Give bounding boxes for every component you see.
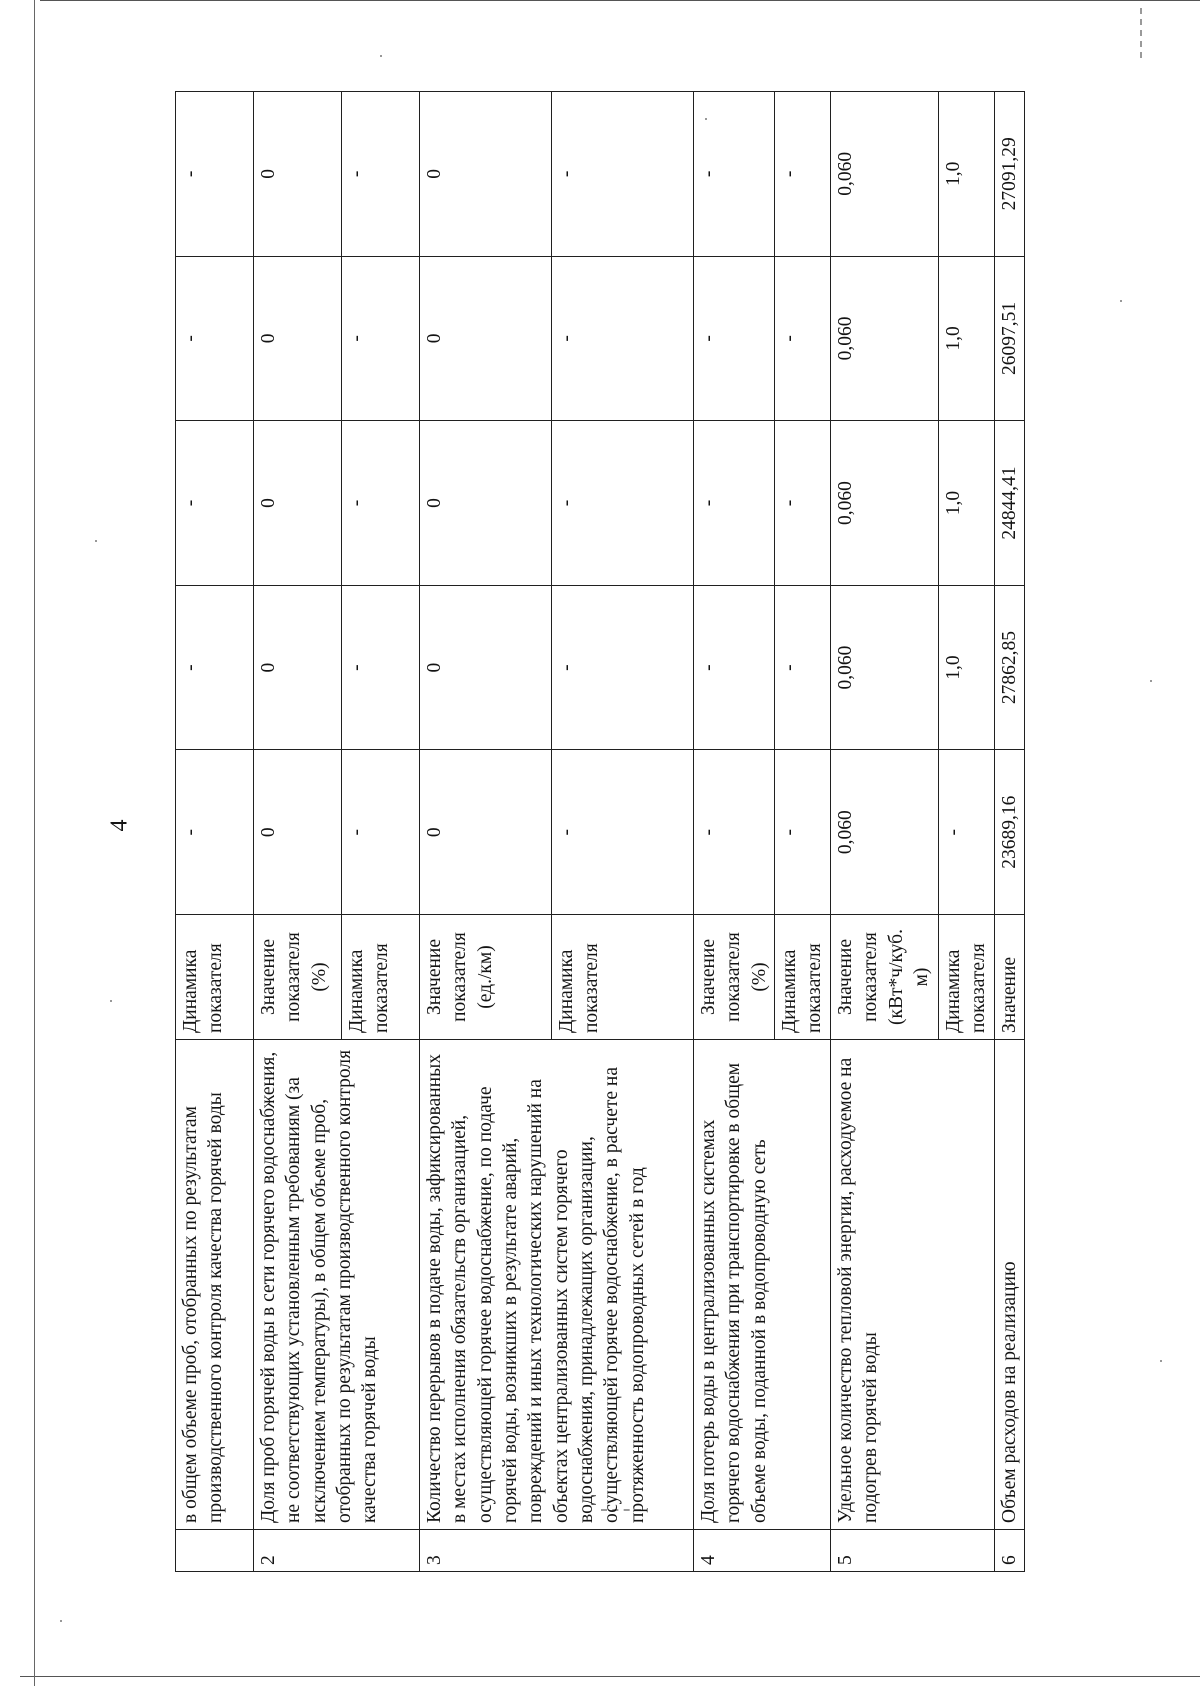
- indicator-type-cell: Динамика показателя: [342, 915, 420, 1040]
- indicator-name-cell: в общем объеме проб, отобранных по результатам производственного контроля качества горячей воды: [176, 1040, 254, 1530]
- value-cell: 0,060: [831, 92, 939, 257]
- value-cell: -: [342, 421, 420, 586]
- value-cell: 0: [420, 750, 552, 915]
- scan-speck: [1150, 680, 1152, 682]
- scan-speck: [110, 1000, 112, 1002]
- value-cell: 27091,29: [994, 92, 1024, 257]
- scan-speck: [380, 55, 382, 57]
- indicator-type-cell: Динамика показателя: [176, 915, 254, 1040]
- row-number-cell: 6: [994, 1530, 1024, 1572]
- value-cell: 1,0: [939, 421, 995, 586]
- value-cell: -: [694, 421, 775, 586]
- value-cell: 0: [254, 256, 342, 421]
- value-cell: 0,060: [831, 256, 939, 421]
- row-number-cell: 5: [831, 1530, 995, 1572]
- table-row: [254, 92, 342, 1572]
- table-row: [994, 92, 1024, 1572]
- indicator-type-cell: Динамика показателя: [775, 915, 831, 1040]
- value-cell: 0: [420, 92, 552, 257]
- indicator-type-cell: Динамика показателя: [939, 915, 995, 1040]
- value-cell: -: [694, 256, 775, 421]
- value-cell: -: [342, 585, 420, 750]
- value-cell: -: [342, 92, 420, 257]
- scan-edge-bottom: [20, 1676, 1200, 1677]
- indicator-type-cell: Значение показателя (ед./км): [420, 915, 552, 1040]
- rotated-table-container: [175, 92, 1070, 1572]
- value-cell: 1,0: [939, 92, 995, 257]
- indicators-table: [175, 91, 1025, 1572]
- value-cell: -: [775, 585, 831, 750]
- value-cell: -: [176, 585, 254, 750]
- scan-edge-top: [40, 0, 1200, 1]
- indicator-type-cell: Значение показателя (%): [694, 915, 775, 1040]
- table-row: [694, 92, 775, 1572]
- value-cell: 0,060: [831, 421, 939, 586]
- page-number: 4: [106, 819, 133, 832]
- value-cell: -: [342, 256, 420, 421]
- value-cell: 1,0: [939, 256, 995, 421]
- value-cell: -: [775, 92, 831, 257]
- value-cell: -: [694, 585, 775, 750]
- indicators-table-body: [176, 92, 1025, 1572]
- row-number-cell: 2: [254, 1530, 420, 1572]
- scan-speck: [60, 1620, 62, 1622]
- value-cell: -: [775, 421, 831, 586]
- value-cell: 0: [420, 585, 552, 750]
- value-cell: 0,060: [831, 750, 939, 915]
- scan-artifact-dash: [1140, 8, 1142, 58]
- value-cell: -: [775, 256, 831, 421]
- value-cell: 23689,16: [994, 750, 1024, 915]
- value-cell: -: [694, 92, 775, 257]
- value-cell: -: [552, 256, 694, 421]
- indicator-name-cell: Доля проб горячей воды в сети горячего водоснабжения, не соответствующих установленным требованиям (за исключением температуры), в общем объеме проб, отобранных по результатам производственного контроля качества горячей воды: [254, 1040, 420, 1530]
- value-cell: 0: [254, 92, 342, 257]
- value-cell: 1,0: [939, 585, 995, 750]
- value-cell: -: [176, 92, 254, 257]
- value-cell: 0: [254, 750, 342, 915]
- value-cell: -: [176, 256, 254, 421]
- value-cell: 27862,85: [994, 585, 1024, 750]
- indicator-name-cell: Удельное количество тепловой энергии, расходуемое на подогрев горячей воды: [831, 1040, 995, 1530]
- row-number-cell: 4: [694, 1530, 831, 1572]
- row-number-cell: [176, 1530, 254, 1572]
- value-cell: 0: [420, 421, 552, 586]
- value-cell: 0: [420, 256, 552, 421]
- table-row: [831, 92, 939, 1572]
- table-row: [176, 92, 254, 1572]
- indicator-name-cell: Количество перерывов в подаче воды, зафиксированных в местах исполнения обязательств организацией, осуществляющей горячее водоснабжение, по подаче горячей воды, возникших в результате аварий, повреждений и иных технологических нарушений на объектах централизованных систем горячего водоснабжения, принадлежащих организации, осуществляющей горячее водоснабжение, в расчете на протяженность водопроводных сетей в год: [420, 1040, 694, 1530]
- value-cell: -: [176, 421, 254, 586]
- value-cell: -: [552, 750, 694, 915]
- scan-speck: [1160, 1360, 1162, 1362]
- table-row: [420, 92, 552, 1572]
- value-cell: 0: [254, 585, 342, 750]
- value-cell: -: [342, 750, 420, 915]
- value-cell: -: [176, 750, 254, 915]
- indicator-type-cell: Значение показателя (кВт*ч/куб. м): [831, 915, 939, 1040]
- value-cell: 26097,51: [994, 256, 1024, 421]
- scan-speck: [95, 540, 97, 542]
- scan-speck: [1120, 300, 1122, 302]
- value-cell: -: [775, 750, 831, 915]
- value-cell: -: [939, 750, 995, 915]
- value-cell: -: [552, 421, 694, 586]
- scan-edge-left: [34, 0, 35, 1686]
- value-cell: 24844,41: [994, 421, 1024, 586]
- indicator-name-cell: Доля потерь воды в централизованных системах горячего водоснабжения при транспортировке в общем объеме воды, поданной в водопроводную сеть: [694, 1040, 831, 1530]
- indicator-name-cell: Объем расходов на реализацию: [994, 1040, 1024, 1530]
- value-cell: 0: [254, 421, 342, 586]
- value-cell: -: [552, 585, 694, 750]
- value-cell: -: [694, 750, 775, 915]
- row-number-cell: 3: [420, 1530, 694, 1572]
- indicator-type-cell: Значение показателя (%): [254, 915, 342, 1040]
- indicator-type-cell: Значение: [994, 915, 1024, 1040]
- value-cell: 0,060: [831, 585, 939, 750]
- value-cell: -: [552, 92, 694, 257]
- indicator-type-cell: Динамика показателя: [552, 915, 694, 1040]
